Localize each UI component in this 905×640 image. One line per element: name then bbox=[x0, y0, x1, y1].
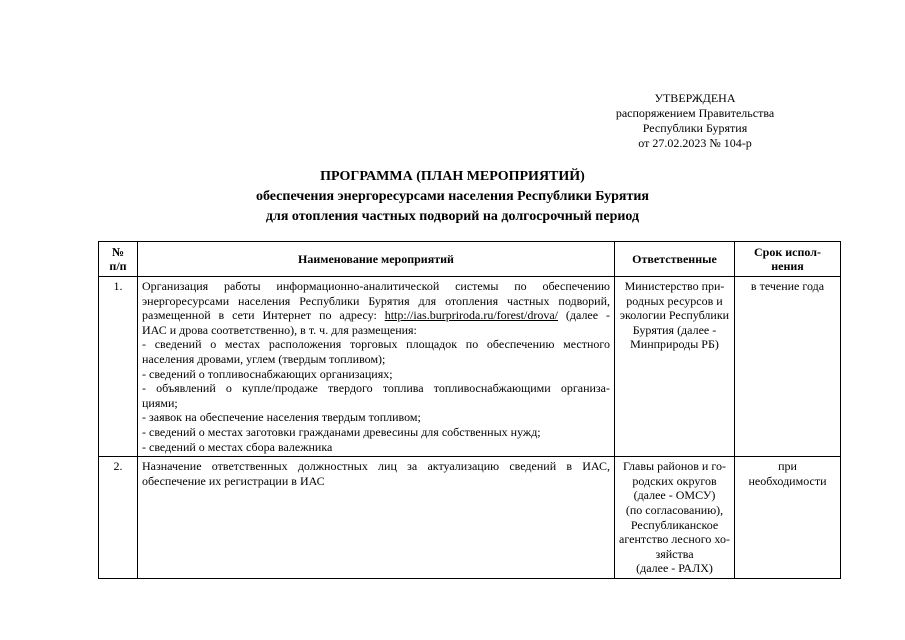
approval-line: Республики Бурятия bbox=[642, 121, 748, 135]
row-responsible: Министерство при- родных ресурсов и экологии Республики Бурятия (далее - Минприроды РБ) bbox=[615, 277, 735, 457]
approval-stamp bbox=[600, 91, 790, 151]
header-responsible: Ответственные bbox=[615, 242, 735, 277]
row-number: 2. bbox=[99, 457, 138, 579]
header-term: Срок испол- нения bbox=[735, 242, 841, 277]
table-header-row bbox=[99, 242, 841, 277]
ias-link[interactable]: http://ias.burpriroda.ru/forest/drova/ bbox=[384, 308, 558, 323]
table-row bbox=[99, 457, 841, 579]
row-term: при необходимости bbox=[735, 457, 841, 579]
header-name: Наименование мероприятий bbox=[138, 242, 615, 277]
row-description: Назначение ответственных должностных лиц за актуализацию сведений в ИАС, обеспечение их регистрации в ИАС bbox=[138, 457, 615, 579]
document-title bbox=[100, 167, 805, 227]
title-line: обеспечения энергоресурсами населения Республики Бурятия bbox=[255, 189, 650, 204]
approval-line: распоряжением Правительства bbox=[615, 106, 775, 120]
approval-line: УТВЕРЖДЕНА bbox=[654, 91, 736, 105]
approval-line: от 27.02.2023 № 104-р bbox=[638, 136, 752, 150]
row-number: 1. bbox=[99, 277, 138, 457]
table-row bbox=[99, 277, 841, 457]
row-term: в течение года bbox=[735, 277, 841, 457]
measures-table bbox=[98, 241, 841, 579]
row-responsible: Главы районов и го- родских округов (далее - ОМСУ) (по согласованию), Республиканское агентство лесного хо- зяйства (далее - РАЛХ) bbox=[615, 457, 735, 579]
title-line: ПРОГРАММА (ПЛАН МЕРОПРИЯТИЙ) bbox=[320, 169, 585, 184]
header-num: № п/п bbox=[99, 242, 138, 277]
title-line: для отопления частных подворий на долгосрочный период bbox=[265, 209, 640, 224]
row-description: Организация работы информационно-аналитической системы по обеспечению энергоресурсами населения Республики Бурятия для отопления частных подворий, размещенной в сети Интернет по адресу: http://ias.burpriroda.ru/forest/drova/ (далее - ИАС и дрова соответственно), в т. ч. для размещения: - сведений о местах расположения торговых площадок по обеспечению местного населения дровами, углем (твердым топливом); - сведений о топливоснабжающих организациях; - объявлений о купле/продаже твердого топлива топливоснабжающими организа- циями; - заявок на обеспечение населения твердым топливом; - сведений о местах заготовки гражданами древесины для собственных нужд; - сведений о местах сбора валежника bbox=[138, 277, 615, 457]
